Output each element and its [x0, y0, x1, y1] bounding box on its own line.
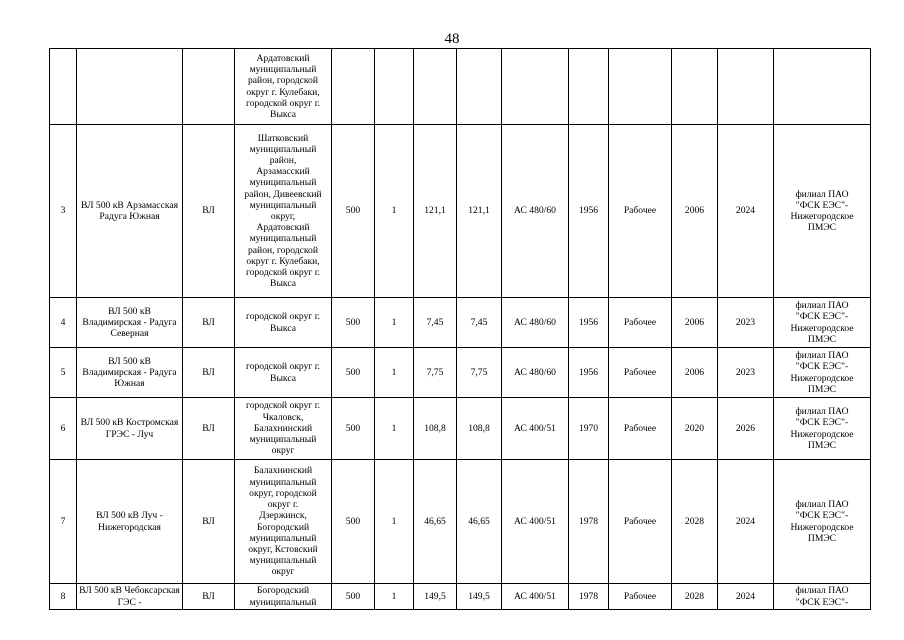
cell-state: Рабочее — [609, 460, 672, 584]
cell-state: Рабочее — [609, 348, 672, 398]
cell-year: 1956 — [569, 298, 609, 348]
page-number: 48 — [444, 31, 460, 47]
cell-voltage: 500 — [332, 398, 375, 460]
table-row — [50, 348, 871, 398]
cell-state: Рабочее — [609, 125, 672, 298]
cell-line-name: ВЛ 500 кВ Чебоксарская ГЭС - — [77, 584, 183, 610]
cell-line-name: ВЛ 500 кВ Костромская ГРЭС - Луч — [77, 398, 183, 460]
cell-year-3: 2026 — [718, 398, 774, 460]
cell-year-2: 2006 — [672, 125, 718, 298]
cell-length: 108,8 — [414, 398, 457, 460]
cell-owner: филиал ПАО "ФСК ЕЭС"- Нижегородское ПМЭС — [774, 460, 871, 584]
table-row — [50, 398, 871, 460]
cell-year: 1978 — [569, 584, 609, 610]
cell-year-2: 2028 — [672, 460, 718, 584]
cell-year: 1970 — [569, 398, 609, 460]
cell-number: 5 — [50, 348, 77, 398]
cell-circuits: 1 — [375, 348, 414, 398]
cell-region: городской округ г. Выкса — [235, 348, 332, 398]
cell-type: ВЛ — [183, 348, 235, 398]
cell-state: Рабочее — [609, 584, 672, 610]
cell-length-2: 149,5 — [457, 584, 502, 610]
cell-type: ВЛ — [183, 125, 235, 298]
cell-wire: АС 400/51 — [502, 398, 569, 460]
cell-region: Балахнинский муниципальный округ, городской округ г. Дзержинск, Богородский муниципальный округ, Кстовский муниципальный округ — [235, 460, 332, 584]
cell-year-3: 2024 — [718, 460, 774, 584]
table-row — [50, 49, 871, 125]
cell-line-name: ВЛ 500 кВ Владимирская - Радуга Северная — [77, 298, 183, 348]
table-row — [50, 125, 871, 298]
cell-line-name: ВЛ 500 кВ Арзамасская Радуга Южная — [77, 125, 183, 298]
cell-circuits: 1 — [375, 125, 414, 298]
cell-length: 7,45 — [414, 298, 457, 348]
cell-voltage: 500 — [332, 348, 375, 398]
cell-year-3: 2024 — [718, 584, 774, 610]
cell-state: Рабочее — [609, 398, 672, 460]
cell-length: 46,65 — [414, 460, 457, 584]
cell-length-2: 121,1 — [457, 125, 502, 298]
cell-state — [609, 49, 672, 125]
cell-year-2: 2020 — [672, 398, 718, 460]
cell-region: Богородский муниципальный — [235, 584, 332, 610]
cell-number — [50, 49, 77, 125]
cell-length: 121,1 — [414, 125, 457, 298]
cell-year-3: 2023 — [718, 348, 774, 398]
cell-number: 8 — [50, 584, 77, 610]
table-row — [50, 584, 871, 610]
cell-circuits — [375, 49, 414, 125]
cell-wire: АС 400/51 — [502, 460, 569, 584]
cell-line-name: ВЛ 500 кВ Владимирская - Радуга Южная — [77, 348, 183, 398]
cell-year-3 — [718, 49, 774, 125]
cell-number: 7 — [50, 460, 77, 584]
cell-region: Ардатовский муниципальный район, городской округ г. Кулебаки, городской округ г. Выкса — [235, 49, 332, 125]
cell-length-2: 7,45 — [457, 298, 502, 348]
cell-line-name: ВЛ 500 кВ Луч - Нижегородская — [77, 460, 183, 584]
cell-voltage: 500 — [332, 460, 375, 584]
cell-state: Рабочее — [609, 298, 672, 348]
cell-region: городской округ г. Выкса — [235, 298, 332, 348]
cell-length-2: 7,75 — [457, 348, 502, 398]
cell-owner: филиал ПАО "ФСК ЕЭС"- Нижегородское ПМЭС — [774, 298, 871, 348]
cell-year-2: 2006 — [672, 348, 718, 398]
cell-wire: АС 480/60 — [502, 298, 569, 348]
cell-type: ВЛ — [183, 460, 235, 584]
cell-type: ВЛ — [183, 584, 235, 610]
cell-year: 1956 — [569, 348, 609, 398]
cell-owner: филиал ПАО "ФСК ЕЭС"- Нижегородское ПМЭС — [774, 125, 871, 298]
table-row — [50, 298, 871, 348]
cell-voltage: 500 — [332, 298, 375, 348]
table-row — [50, 460, 871, 584]
cell-wire: АС 480/60 — [502, 348, 569, 398]
cell-type: ВЛ — [183, 398, 235, 460]
cell-length-2: 46,65 — [457, 460, 502, 584]
cell-type: ВЛ — [183, 298, 235, 348]
power-lines-table — [49, 48, 871, 610]
cell-region: Шатковский муниципальный район, Арзамасский муниципальный район, Дивеевский муниципальный округ, Ардатовский муниципальный район, городской округ г. Кулебаки, городской округ г. Выкса — [235, 125, 332, 298]
cell-owner: филиал ПАО "ФСК ЕЭС"- Нижегородское ПМЭС — [774, 348, 871, 398]
cell-year: 1956 — [569, 125, 609, 298]
cell-year-2: 2006 — [672, 298, 718, 348]
cell-year-2 — [672, 49, 718, 125]
cell-circuits: 1 — [375, 460, 414, 584]
cell-year-3: 2023 — [718, 298, 774, 348]
cell-voltage — [332, 49, 375, 125]
cell-owner — [774, 49, 871, 125]
cell-year: 1978 — [569, 460, 609, 584]
cell-wire — [502, 49, 569, 125]
cell-owner: филиал ПАО "ФСК ЕЭС"- — [774, 584, 871, 610]
cell-length — [414, 49, 457, 125]
cell-type — [183, 49, 235, 125]
cell-wire: АС 480/60 — [502, 125, 569, 298]
cell-line-name — [77, 49, 183, 125]
cell-wire: АС 400/51 — [502, 584, 569, 610]
cell-region: городской округ г. Чкаловск, Балахнинский муниципальный округ — [235, 398, 332, 460]
cell-length: 149,5 — [414, 584, 457, 610]
cell-circuits: 1 — [375, 584, 414, 610]
cell-voltage: 500 — [332, 125, 375, 298]
cell-length: 7,75 — [414, 348, 457, 398]
cell-circuits: 1 — [375, 398, 414, 460]
cell-length-2 — [457, 49, 502, 125]
cell-circuits: 1 — [375, 298, 414, 348]
cell-number: 4 — [50, 298, 77, 348]
cell-voltage: 500 — [332, 584, 375, 610]
cell-year — [569, 49, 609, 125]
cell-length-2: 108,8 — [457, 398, 502, 460]
cell-number: 6 — [50, 398, 77, 460]
cell-year-3: 2024 — [718, 125, 774, 298]
cell-owner: филиал ПАО "ФСК ЕЭС"- Нижегородское ПМЭС — [774, 398, 871, 460]
cell-number: 3 — [50, 125, 77, 298]
cell-year-2: 2028 — [672, 584, 718, 610]
